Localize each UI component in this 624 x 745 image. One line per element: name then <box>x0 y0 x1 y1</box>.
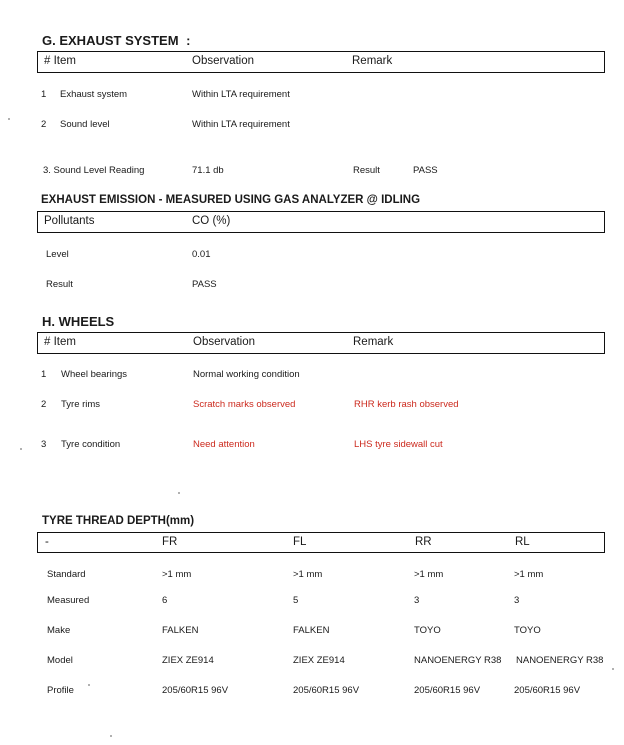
row-number: 2 <box>41 399 47 410</box>
sound-result-label: Result <box>353 165 380 176</box>
rl-value: >1 mm <box>514 569 544 580</box>
tread-header-row <box>37 532 605 553</box>
row-item: Exhaust system <box>60 89 128 100</box>
rr-value: 205/60R15 96V <box>414 685 481 696</box>
fl-value: 205/60R15 96V <box>293 685 360 696</box>
sound-result-value: PASS <box>413 165 438 176</box>
header-item: # Item <box>44 55 76 67</box>
row-number: 1 <box>41 89 47 100</box>
rl-value: TOYO <box>514 625 541 636</box>
scan-speck <box>612 668 614 670</box>
rr-value: NANOENERGY R38 <box>414 655 502 666</box>
rr-value: >1 mm <box>414 569 444 580</box>
row-item: Tyre condition <box>61 439 121 450</box>
row-item: Sound level <box>60 119 110 130</box>
row-number: 3 <box>41 439 47 450</box>
rl-value: 3 <box>514 595 520 606</box>
header-remark: Remark <box>353 336 394 348</box>
row-observation: Within LTA requirement <box>192 119 290 130</box>
row-label: Profile <box>47 685 74 696</box>
header-item: # Item <box>44 336 76 348</box>
fr-value: >1 mm <box>162 569 192 580</box>
header-fr: FR <box>162 536 178 548</box>
row-value: 0.01 <box>192 249 211 260</box>
row-item: Wheel bearings <box>61 369 128 380</box>
fr-value: FALKEN <box>162 625 199 636</box>
exhaust-section-title <box>42 33 191 48</box>
row-observation: Need attention <box>193 439 255 450</box>
wheels-section-title: H. WHEELS <box>42 314 115 329</box>
row-label: Make <box>47 625 71 636</box>
exhaust-header-row <box>37 51 605 73</box>
emission-section-title: EXHAUST EMISSION - MEASURED USING GAS ANALYZER @ IDLING <box>41 194 421 206</box>
exhaust-title-suffix: : <box>186 33 191 48</box>
header-rl: RL <box>515 536 530 548</box>
fl-value: 5 <box>293 595 299 606</box>
fr-value: ZIEX ZE914 <box>162 655 214 666</box>
scan-speck <box>20 448 22 450</box>
header-pollutants: Pollutants <box>44 215 95 227</box>
row-value: PASS <box>192 279 217 290</box>
header-rr: RR <box>415 536 432 548</box>
row-label: Model <box>47 655 73 666</box>
scan-speck <box>8 118 10 120</box>
scan-speck <box>178 492 180 494</box>
row-observation: Normal working condition <box>193 369 300 380</box>
tread-section-title: TYRE THREAD DEPTH(mm) <box>42 515 195 527</box>
header-dash: - <box>45 536 49 548</box>
header-observation: Observation <box>193 336 256 348</box>
scan-speck <box>88 684 90 686</box>
header-observation: Observation <box>192 55 255 67</box>
fl-value: ZIEX ZE914 <box>293 655 345 666</box>
rl-value: NANOENERGY R38 <box>516 655 604 666</box>
row-remark: LHS tyre sidewall cut <box>354 439 443 450</box>
header-fl: FL <box>293 536 307 548</box>
rr-value: TOYO <box>414 625 441 636</box>
row-label: Level <box>46 249 69 260</box>
fl-value: >1 mm <box>293 569 323 580</box>
rl-value: 205/60R15 96V <box>514 685 581 696</box>
sound-level-label: 3. Sound Level Reading <box>43 165 145 176</box>
rr-value: 3 <box>414 595 420 606</box>
fl-value: FALKEN <box>293 625 330 636</box>
row-label: Measured <box>47 595 90 606</box>
row-number: 1 <box>41 369 47 380</box>
row-label: Result <box>46 279 73 290</box>
fr-value: 6 <box>162 595 168 606</box>
row-observation: Within LTA requirement <box>192 89 290 100</box>
header-co: CO (%) <box>192 215 231 227</box>
sound-level-value: 71.1 db <box>192 165 224 176</box>
wheels-header-row <box>37 332 605 354</box>
emission-header-row <box>37 211 605 233</box>
row-item: Tyre rims <box>61 399 101 410</box>
row-label: Standard <box>47 569 86 580</box>
row-number: 2 <box>41 119 47 130</box>
scan-speck <box>110 735 112 737</box>
row-observation: Scratch marks observed <box>193 399 296 410</box>
header-remark: Remark <box>352 55 393 67</box>
exhaust-title-text: G. EXHAUST SYSTEM <box>42 33 179 48</box>
row-remark: RHR kerb rash observed <box>354 399 459 410</box>
fr-value: 205/60R15 96V <box>162 685 229 696</box>
